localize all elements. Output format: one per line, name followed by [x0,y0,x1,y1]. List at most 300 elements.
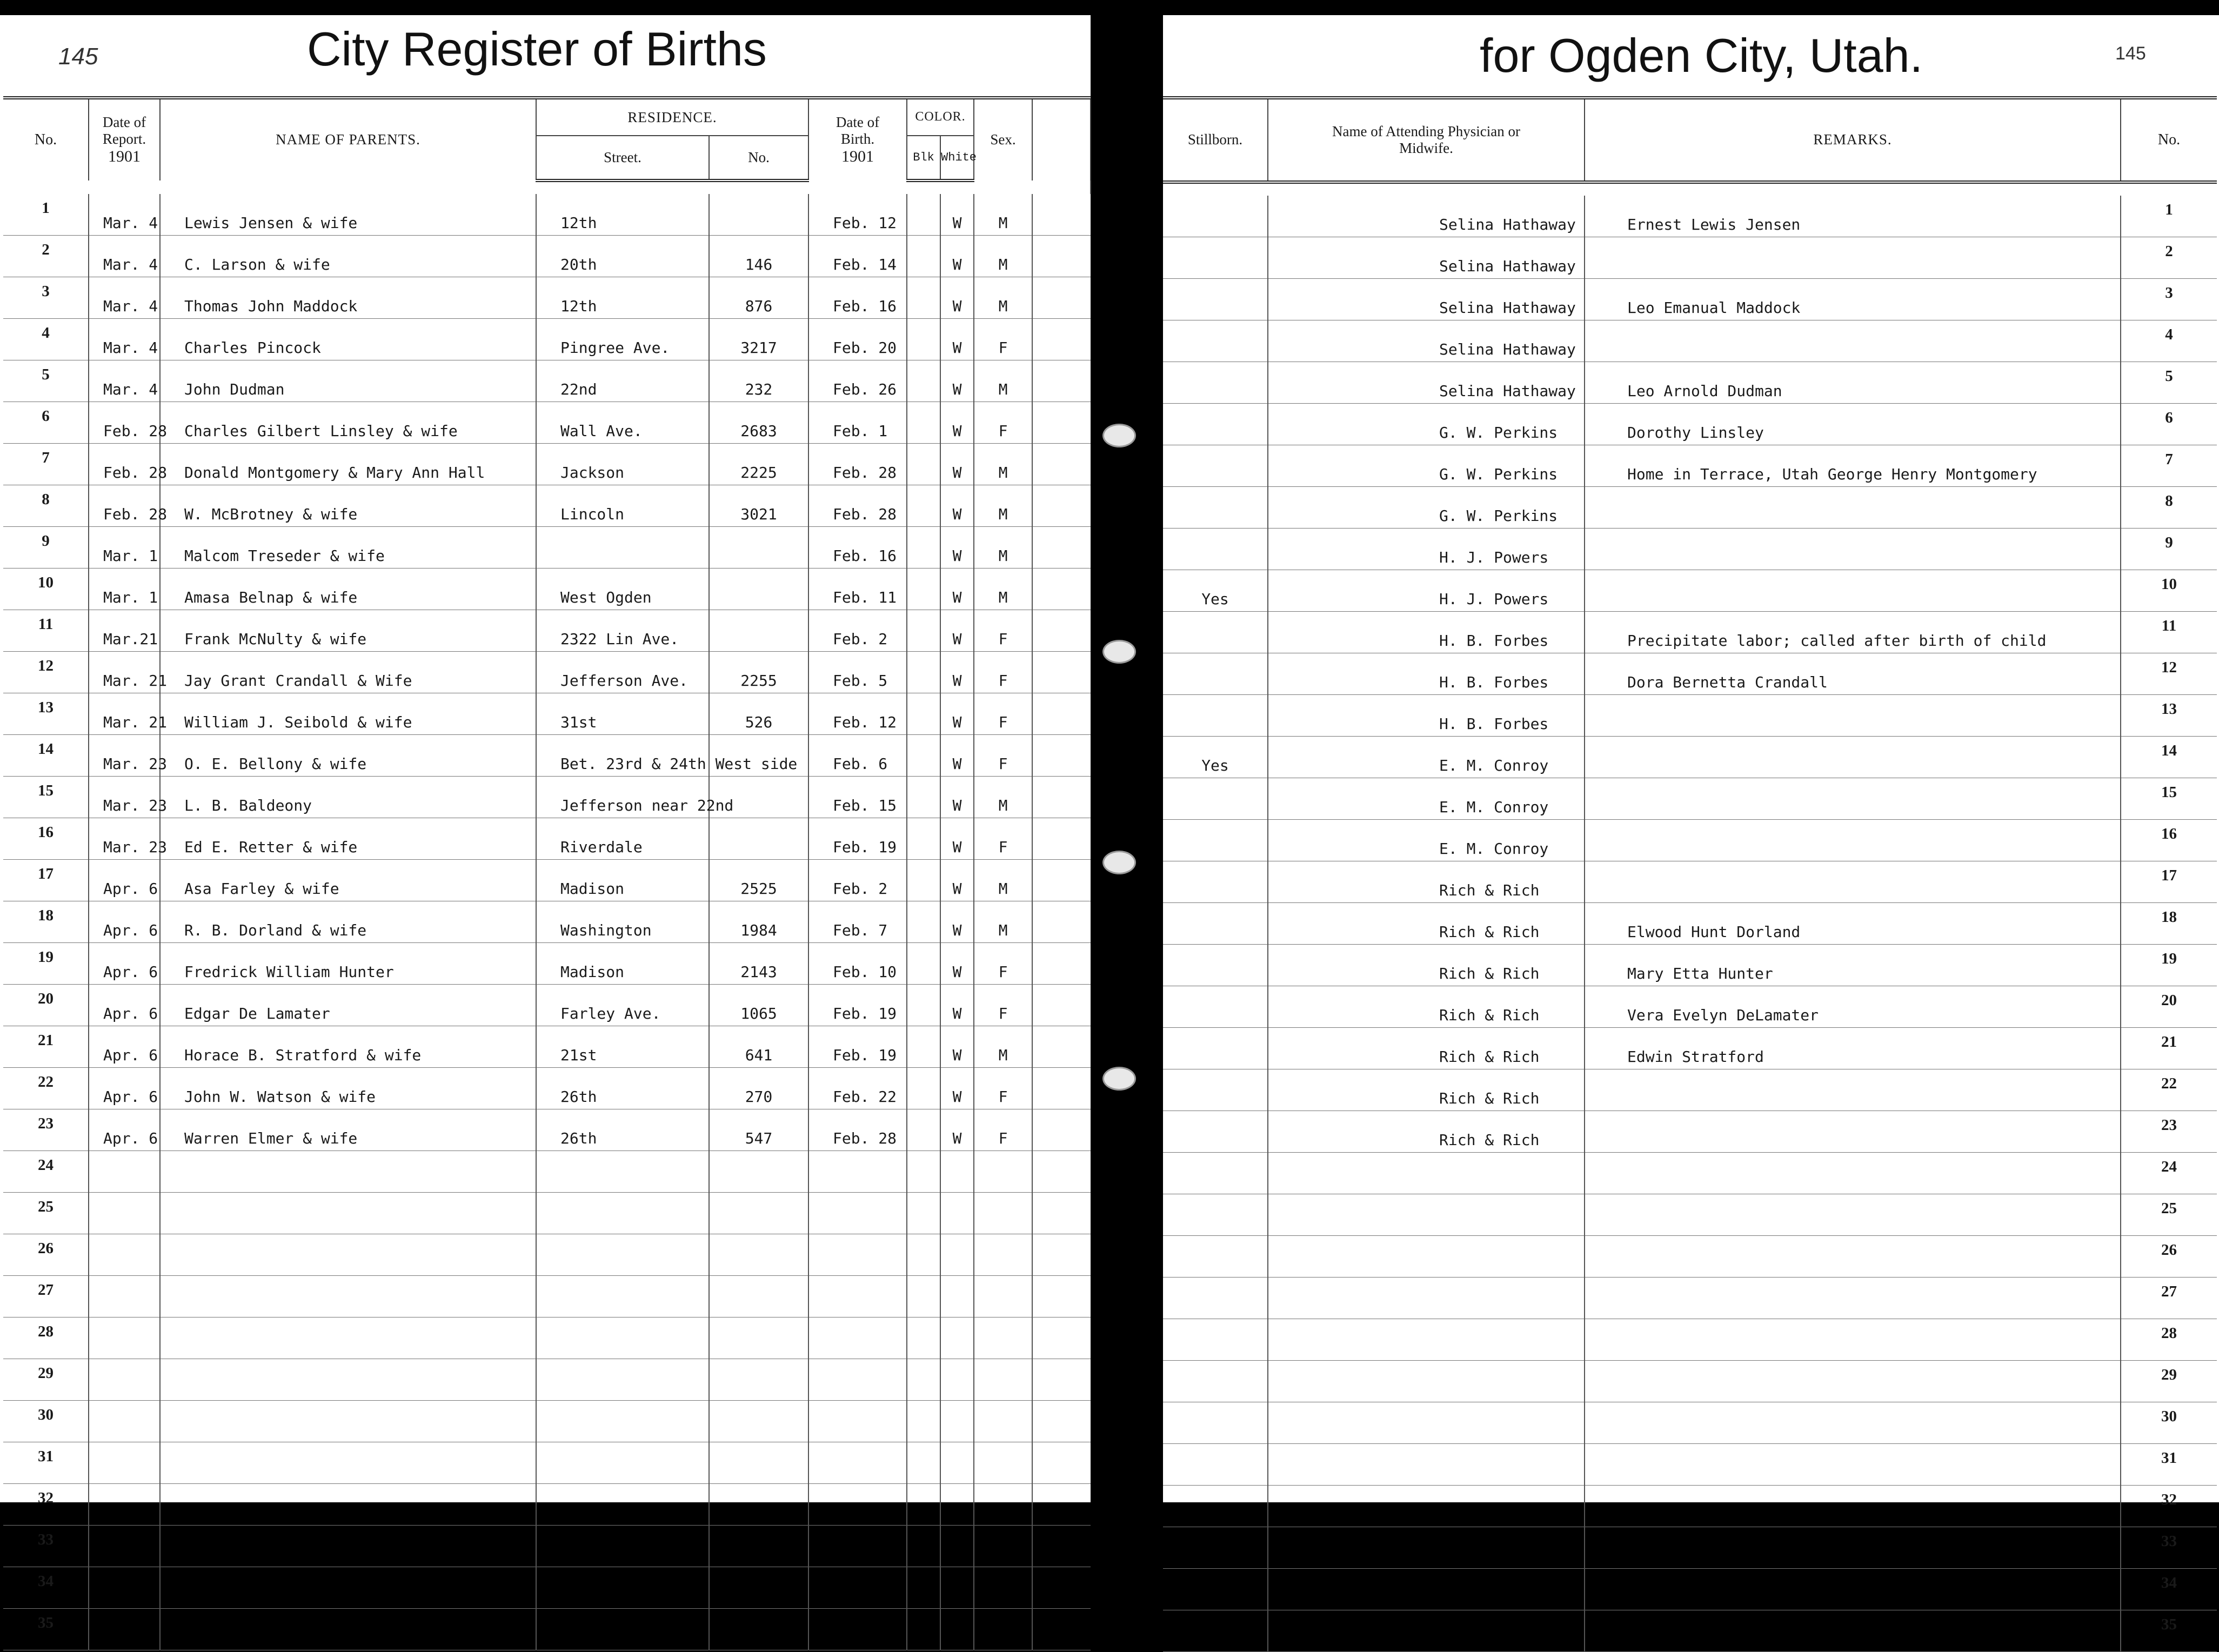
stillborn [1163,861,1268,903]
stillborn [1163,279,1268,320]
sex [974,1442,1032,1484]
remarks: Dorothy Linsley [1585,404,2121,445]
residence-number [709,527,808,568]
residence-number: 1065 [709,985,808,1026]
entry-number: 8 [3,485,89,527]
sex: M [974,277,1032,319]
entry-number: 18 [3,901,89,943]
color-blk [907,1317,940,1359]
register-row [3,1442,1091,1484]
blank-cell [1032,1234,1091,1276]
report-date [89,1276,160,1317]
attending-physician: H. J. Powers [1268,570,1585,612]
color-white: W [940,693,974,735]
report-date: Mar. 4 [89,319,160,360]
blank-cell [1032,319,1091,360]
parents-name [160,1609,536,1650]
color-blk [907,402,940,444]
sex: F [974,319,1032,360]
register-row [3,652,1091,693]
header-remarks: REMARKS. [1585,98,2121,182]
remarks [1585,1236,2121,1278]
stillborn [1163,986,1268,1028]
attending-physician: Rich & Rich [1268,1111,1585,1153]
blank-cell [1032,652,1091,693]
register-row [3,985,1091,1026]
attending-physician: Selina Hathaway [1268,320,1585,362]
report-date [89,1359,160,1401]
color-white: W [940,818,974,860]
remarks [1585,1569,2121,1610]
register-row-right [1163,1028,2217,1069]
residence-street: Lincoln [536,485,709,527]
attending-physician: Rich & Rich [1268,1028,1585,1069]
sex: M [974,860,1032,901]
register-row [3,485,1091,527]
sex: F [974,1109,1032,1151]
color-white: W [940,860,974,901]
report-date [89,1401,160,1442]
blank-cell [1032,943,1091,985]
register-row-right [1163,903,2217,945]
color-blk [907,735,940,777]
birth-date [808,1401,907,1442]
color-white: W [940,1026,974,1068]
attending-physician: Rich & Rich [1268,903,1585,945]
attending-physician [1268,1569,1585,1610]
color-white: W [940,1109,974,1151]
sex [974,1317,1032,1359]
parents-name: Thomas John Maddock [160,277,536,319]
birth-date [808,1484,907,1526]
entry-number-right: 16 [2121,820,2217,861]
birth-date [808,1234,907,1276]
residence-street [536,1234,709,1276]
entry-number-right: 25 [2121,1194,2217,1236]
sex [974,1526,1032,1567]
residence-number: 641 [709,1026,808,1068]
entry-number: 6 [3,402,89,444]
color-blk [907,194,940,236]
register-row [3,402,1091,444]
sex: M [974,236,1032,277]
register-row [3,943,1091,985]
residence-street: Pingree Ave. [536,319,709,360]
remarks [1585,1361,2121,1402]
register-row [3,194,1091,236]
color-blk [907,1567,940,1609]
sex [974,1151,1032,1193]
parents-name: William J. Seibold & wife [160,693,536,735]
header-white: White [940,136,974,180]
right-page-number: 145 [2115,43,2146,64]
register-row [3,693,1091,735]
remarks [1585,1402,2121,1444]
entry-number-right: 30 [2121,1402,2217,1444]
residence-street [536,1317,709,1359]
birth-date: Feb. 1 [808,402,907,444]
entry-number: 30 [3,1401,89,1442]
color-white: W [940,236,974,277]
parents-name [160,1567,536,1609]
stillborn [1163,653,1268,695]
color-white: W [940,652,974,693]
stillborn [1163,1194,1268,1236]
register-row-right [1163,570,2217,612]
sex: F [974,693,1032,735]
entry-number-right: 27 [2121,1278,2217,1319]
parents-name: John W. Watson & wife [160,1068,536,1109]
entry-number: 35 [3,1609,89,1650]
color-white [940,1609,974,1650]
binder-hole [1102,851,1136,874]
blank-cell [1032,444,1091,485]
residence-number [709,1151,808,1193]
blank-cell [1032,1609,1091,1650]
color-white: W [940,943,974,985]
attending-physician: G. W. Perkins [1268,445,1585,487]
register-row-right [1163,445,2217,487]
color-blk [907,1068,940,1109]
report-date: Apr. 6 [89,1026,160,1068]
color-white: W [940,319,974,360]
birth-date: Feb. 6 [808,735,907,777]
sex: M [974,360,1032,402]
residence-number: 146 [709,236,808,277]
binder-hole [1102,640,1136,664]
color-white: W [940,901,974,943]
blank-cell [1032,1526,1091,1567]
header-blank [1032,98,1091,180]
color-white: W [940,277,974,319]
register-row [3,1526,1091,1567]
stillborn [1163,1486,1268,1527]
entry-number: 29 [3,1359,89,1401]
entry-number: 33 [3,1526,89,1567]
parents-name [160,1317,536,1359]
color-white [940,1442,974,1484]
blank-cell [1032,985,1091,1026]
register-row-right [1163,778,2217,820]
residence-number: 2255 [709,652,808,693]
header-date-birth-year: 1901 [841,147,874,165]
residence-number: 2525 [709,860,808,901]
report-date: Mar. 4 [89,277,160,319]
entry-number-right: 15 [2121,778,2217,820]
color-white: W [940,735,974,777]
register-row [3,1109,1091,1151]
stillborn [1163,903,1268,945]
report-date: Apr. 6 [89,943,160,985]
color-blk [907,1359,940,1401]
residence-street: 26th [536,1109,709,1151]
register-row [3,860,1091,901]
report-date: Feb. 28 [89,485,160,527]
remarks [1585,820,2121,861]
sex: M [974,1026,1032,1068]
register-row-right [1163,279,2217,320]
color-white [940,1276,974,1317]
entry-number: 26 [3,1234,89,1276]
birth-date: Feb. 2 [808,610,907,652]
register-row-right [1163,1194,2217,1236]
residence-number: 2225 [709,444,808,485]
residence-number: 2143 [709,943,808,985]
remarks [1585,570,2121,612]
attending-physician: E. M. Conroy [1268,820,1585,861]
birth-date: Feb. 15 [808,777,907,818]
birth-date [808,1193,907,1234]
attending-physician [1268,1319,1585,1361]
entry-number: 31 [3,1442,89,1484]
birth-date: Feb. 26 [808,360,907,402]
stillborn [1163,1111,1268,1153]
register-row-right [1163,695,2217,737]
entry-number: 7 [3,444,89,485]
blank-cell [1032,610,1091,652]
sex: F [974,652,1032,693]
color-blk [907,1442,940,1484]
binder-hole [1102,1067,1136,1091]
sex [974,1484,1032,1526]
report-date: Apr. 6 [89,901,160,943]
blank-cell [1032,1151,1091,1193]
register-row [3,1359,1091,1401]
parents-name: R. B. Dorland & wife [160,901,536,943]
entry-number: 5 [3,360,89,402]
birth-date [808,1567,907,1609]
parents-name: Lewis Jensen & wife [160,194,536,236]
entry-number: 9 [3,527,89,568]
left-register-body [3,180,1091,1650]
parents-name: Frank McNulty & wife [160,610,536,652]
sex: F [974,943,1032,985]
sex [974,1193,1032,1234]
blank-cell [1032,901,1091,943]
header-blk: Blk [907,136,940,180]
attending-physician: G. W. Perkins [1268,404,1585,445]
register-row-right [1163,404,2217,445]
birth-date: Feb. 28 [808,485,907,527]
register-row [3,1026,1091,1068]
register-row-right [1163,1527,2217,1569]
birth-date: Feb. 16 [808,277,907,319]
report-date: Apr. 6 [89,860,160,901]
color-blk [907,236,940,277]
birth-date: Feb. 7 [808,901,907,943]
register-row [3,1234,1091,1276]
residence-street: Madison [536,943,709,985]
header-physician: Name of Attending Physician or Midwife. [1268,98,1585,182]
parents-name: W. McBrotney & wife [160,485,536,527]
color-white: W [940,527,974,568]
report-date [89,1193,160,1234]
sex: M [974,485,1032,527]
residence-street: Jefferson near 22nd [536,777,709,818]
blank-cell [1032,693,1091,735]
register-row [3,1401,1091,1442]
blank-cell [1032,1484,1091,1526]
right-page-title: for Ogden City, Utah. [1480,29,1923,82]
color-blk [907,652,940,693]
report-date [89,1151,160,1193]
color-white: W [940,610,974,652]
report-date [89,1234,160,1276]
report-date: Mar. 1 [89,527,160,568]
sex: F [974,610,1032,652]
remarks [1585,529,2121,570]
residence-number [709,194,808,236]
sex: M [974,901,1032,943]
blank-cell [1032,860,1091,901]
spacer-row [1163,182,2217,196]
entry-number-right: 20 [2121,986,2217,1028]
parents-name: C. Larson & wife [160,236,536,277]
stillborn [1163,1527,1268,1569]
attending-physician: H. B. Forbes [1268,612,1585,653]
blank-cell [1032,485,1091,527]
blank-cell [1032,1109,1091,1151]
report-date [89,1317,160,1359]
color-white: W [940,485,974,527]
residence-street: 20th [536,236,709,277]
register-row-right [1163,362,2217,404]
color-blk [907,1484,940,1526]
left-register-table [3,96,1091,1650]
entry-number: 10 [3,568,89,610]
sex [974,1359,1032,1401]
report-date: Apr. 6 [89,1068,160,1109]
stillborn [1163,529,1268,570]
attending-physician [1268,1527,1585,1569]
residence-number: 2683 [709,402,808,444]
residence-number [709,610,808,652]
color-blk [907,1526,940,1567]
entry-number-right: 17 [2121,861,2217,903]
parents-name [160,1442,536,1484]
blank-cell [1032,568,1091,610]
report-date [89,1484,160,1526]
attending-physician: E. M. Conroy [1268,737,1585,778]
birth-date: Feb. 2 [808,860,907,901]
residence-street: Madison [536,860,709,901]
register-row-right [1163,487,2217,529]
attending-physician: Selina Hathaway [1268,196,1585,237]
color-blk [907,319,940,360]
birth-date: Feb. 28 [808,444,907,485]
residence-number: 3217 [709,319,808,360]
entry-number: 15 [3,777,89,818]
attending-physician: H. B. Forbes [1268,695,1585,737]
attending-physician: H. J. Powers [1268,529,1585,570]
remarks: Mary Etta Hunter [1585,945,2121,986]
color-blk [907,860,940,901]
attending-physician: Rich & Rich [1268,1069,1585,1111]
parents-name: Horace B. Stratford & wife [160,1026,536,1068]
report-date: Mar.21 [89,610,160,652]
register-row-right [1163,1111,2217,1153]
spacer-row [3,180,1091,194]
report-date: Apr. 6 [89,985,160,1026]
header-parents: NAME OF PARENTS. [160,98,536,180]
entry-number-right: 19 [2121,945,2217,986]
header-no-right: No. [2121,98,2217,182]
remarks: Home in Terrace, Utah George Henry Montgomery [1585,445,2121,487]
register-row-right [1163,320,2217,362]
register-row-right [1163,196,2217,237]
color-blk [907,527,940,568]
residence-number: 547 [709,1109,808,1151]
attending-physician: Selina Hathaway [1268,279,1585,320]
blank-cell [1032,360,1091,402]
register-row-right [1163,1361,2217,1402]
parents-name [160,1526,536,1567]
register-row [3,901,1091,943]
blank-cell [1032,1317,1091,1359]
register-row [3,568,1091,610]
stillborn [1163,1444,1268,1486]
right-page [1163,15,2219,1633]
color-blk [907,985,940,1026]
left-page-number: 145 [58,43,98,70]
residence-number [709,1609,808,1650]
sex: M [974,444,1032,485]
stillborn [1163,237,1268,279]
entry-number-right: 33 [2121,1527,2217,1569]
color-white [940,1317,974,1359]
color-white [940,1484,974,1526]
birth-date [808,1317,907,1359]
entry-number-right: 26 [2121,1236,2217,1278]
entry-number-right: 13 [2121,695,2217,737]
entry-number-right: 11 [2121,612,2217,653]
residence-number: 526 [709,693,808,735]
header-stillborn: Stillborn. [1163,98,1268,182]
stillborn [1163,445,1268,487]
report-date: Mar. 21 [89,652,160,693]
parents-name: Amasa Belnap & wife [160,568,536,610]
entry-number: 13 [3,693,89,735]
attending-physician [1268,1153,1585,1194]
color-white [940,1151,974,1193]
entry-number: 21 [3,1026,89,1068]
color-white: W [940,1068,974,1109]
attending-physician: E. M. Conroy [1268,778,1585,820]
entry-number-right: 5 [2121,362,2217,404]
birth-date [808,1359,907,1401]
register-row [3,319,1091,360]
remarks [1585,237,2121,279]
color-blk [907,1276,940,1317]
header-residence: RESIDENCE. [536,98,808,136]
remarks: Dora Bernetta Crandall [1585,653,2121,695]
residence-number: 1984 [709,901,808,943]
remarks: Edwin Stratford [1585,1028,2121,1069]
register-row [3,1567,1091,1609]
entry-number: 34 [3,1567,89,1609]
birth-date [808,1276,907,1317]
register-row-right [1163,1402,2217,1444]
residence-street [536,1276,709,1317]
report-date: Mar. 21 [89,693,160,735]
blank-cell [1032,1193,1091,1234]
stillborn [1163,1610,1268,1652]
sex: F [974,735,1032,777]
entry-number: 11 [3,610,89,652]
parents-name [160,1401,536,1442]
residence-number: 3021 [709,485,808,527]
header-sex: Sex. [974,98,1032,180]
